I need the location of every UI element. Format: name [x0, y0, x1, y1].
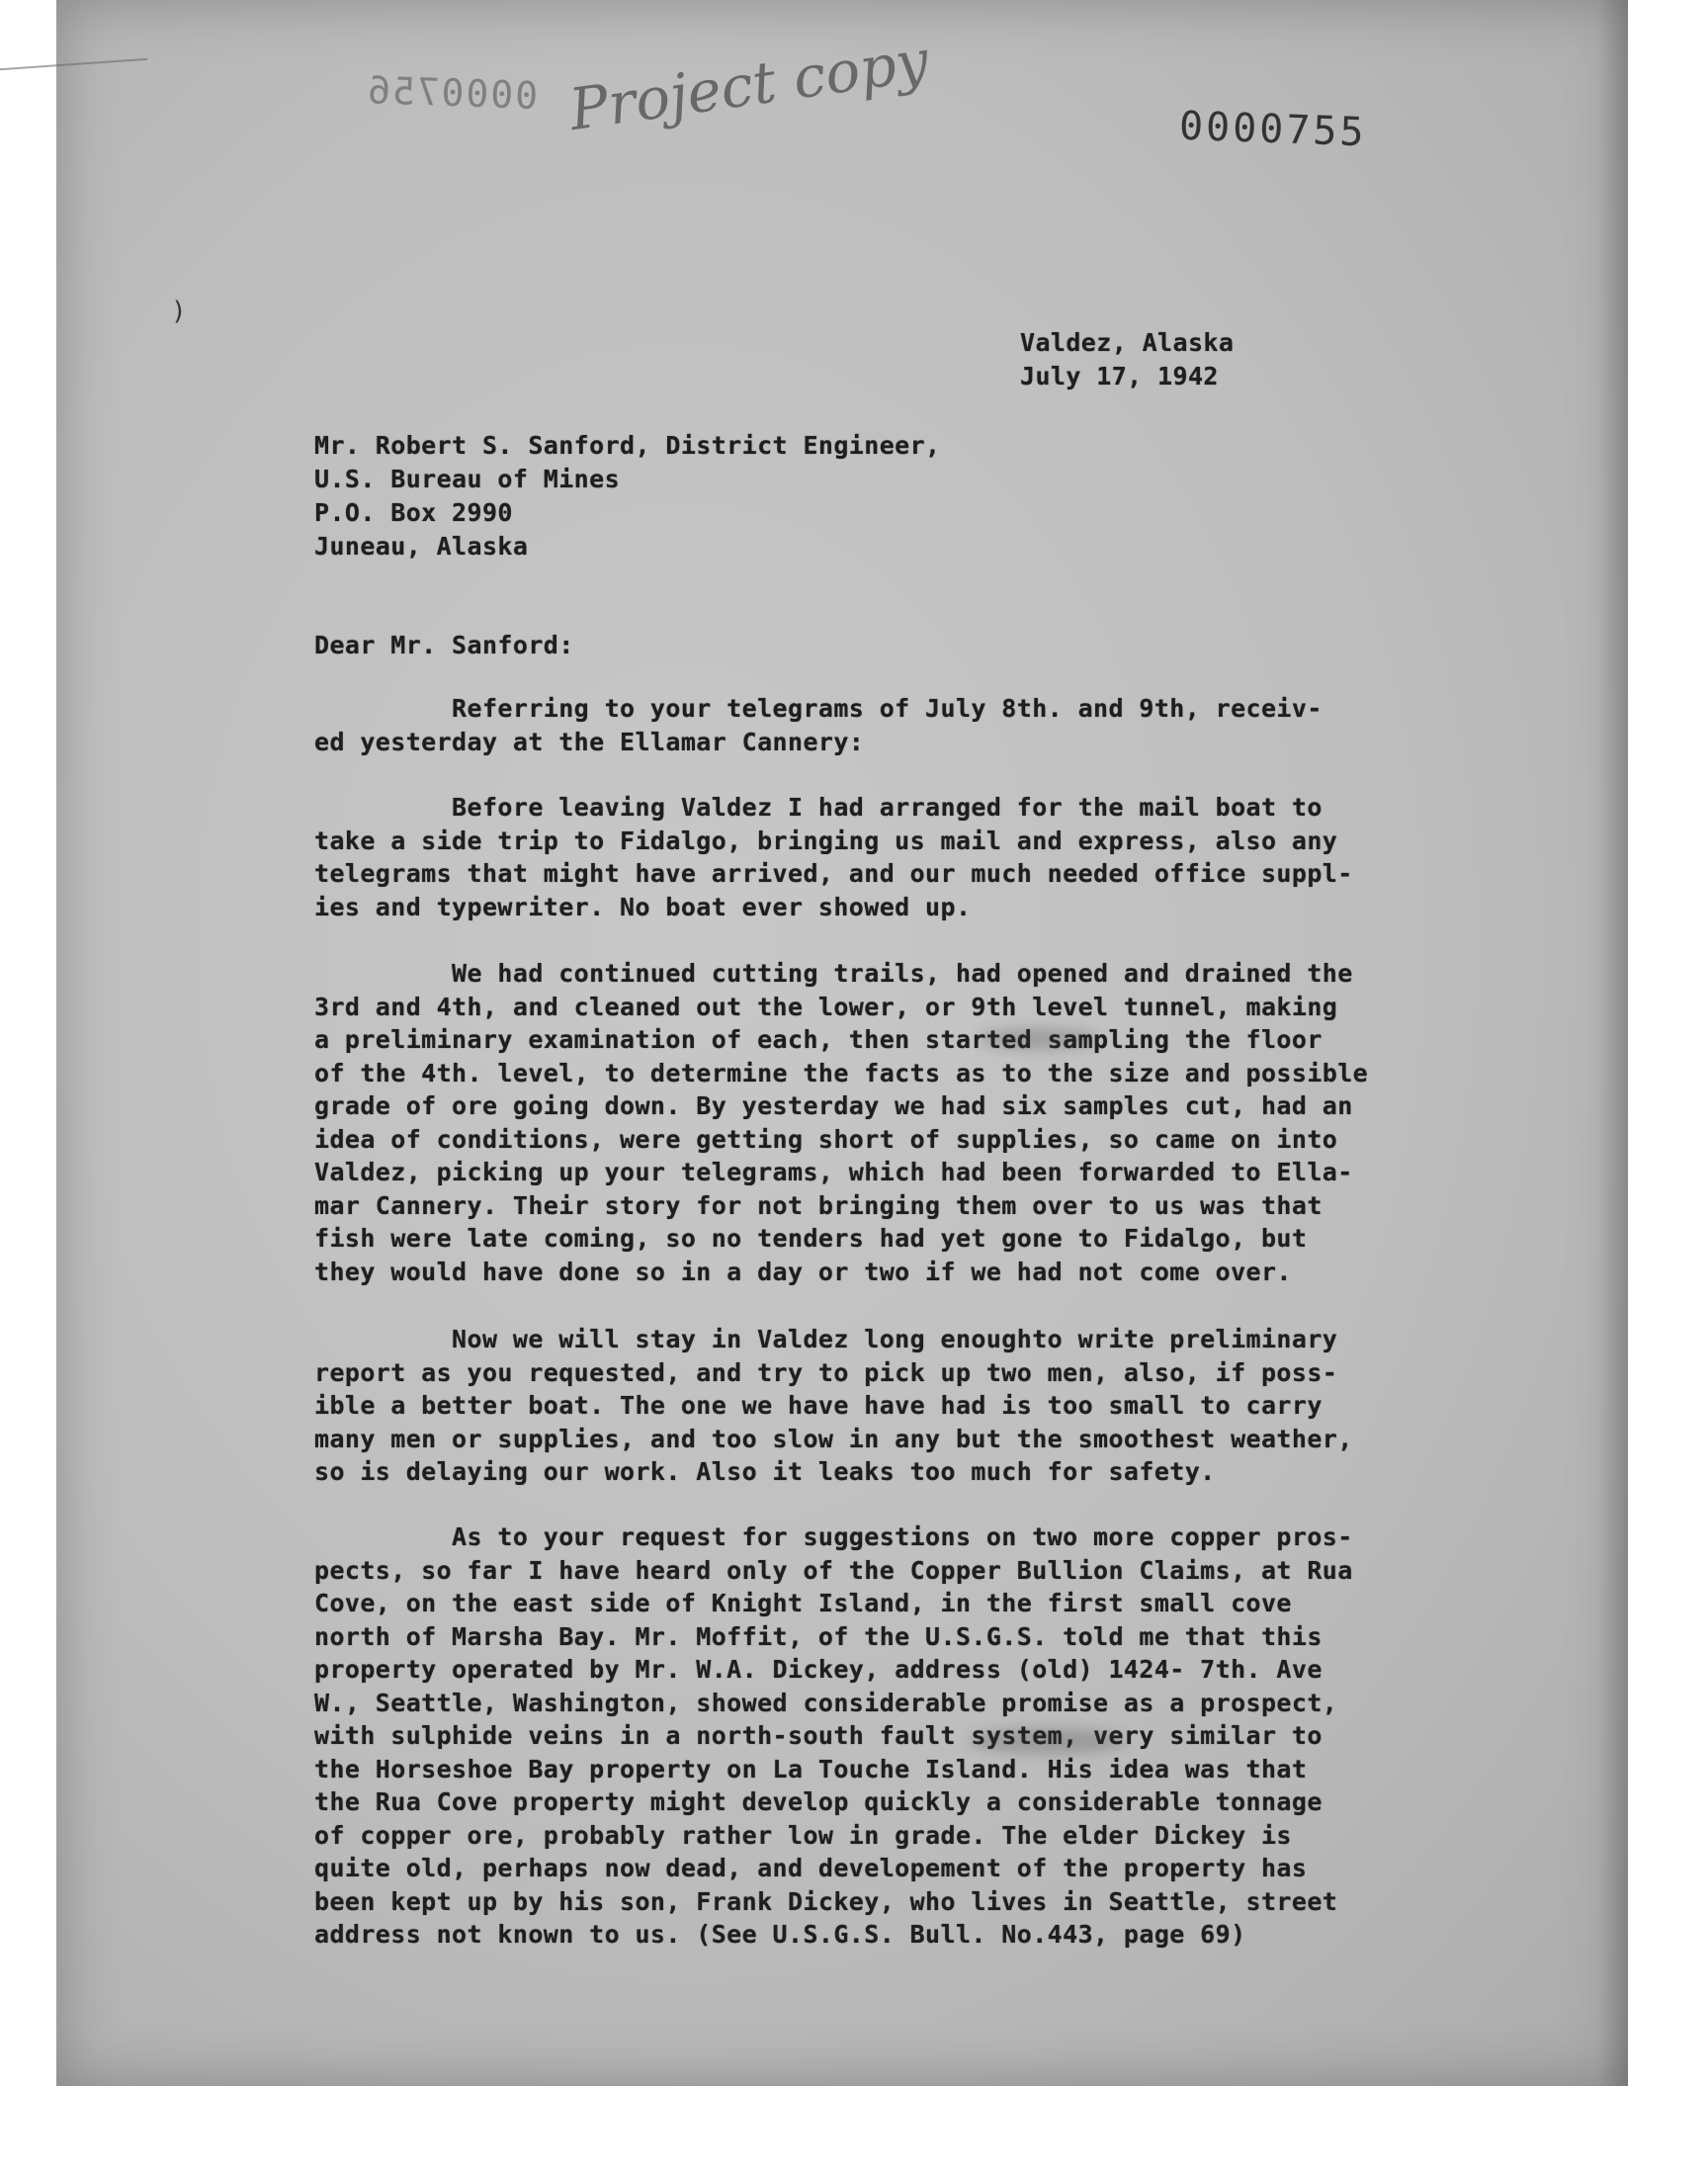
recipient-line: Mr. Robert S. Sanford, District Engineer, [314, 431, 941, 460]
paragraph-mail-boat: Before leaving Valdez I had arranged for the mail boat to take a side trip to Fidalgo, bringing us mail and express, also any telegrams that might have arrived, and our much needed office suppl- ies and typewriter. No boat ever showed up. [314, 793, 1353, 921]
recipient-line: P.O. Box 2990 [314, 498, 513, 527]
paragraph-work-progress: We had continued cutting trails, had opened and drained the 3rd and 4th, and cleaned out the lower, or 9th level tunnel, making a preliminary examination of each, then started sampling the floor of the 4th. level, to determine the facts as to the size and possible grade of ore going down. By yesterday we had six samples cut, had an idea of conditions, were getting short of supplies, so came on into Valdez, picking up your telegrams, which had been forwarded to Ella- mar Cannery. Their story for not bringing them over to us was that fish were late coming, so no tenders had yet gone to Fidalgo, but they would have done so in a day or two if we had not come over. [314, 959, 1369, 1286]
margin-mark: ) [171, 297, 187, 326]
recipient-line: Juneau, Alaska [314, 532, 529, 561]
letter-place: Valdez, Alaska [1020, 328, 1235, 357]
letter-date: July 17, 1942 [1020, 362, 1219, 391]
recipient-line: U.S. Bureau of Mines [314, 465, 621, 493]
mirrored-stamp-number: 0000756 [365, 67, 539, 119]
ink-smudge [969, 1728, 1127, 1754]
paragraph-telegrams: Referring to your telegrams of July 8th. and 9th, receiv- ed yesterday at the Ellamar Cannery: [314, 694, 1323, 756]
document-number-stamp: 0000755 [1178, 103, 1368, 156]
paragraph-plans: Now we will stay in Valdez long enoughto write preliminary report as you requested, and try to pick up two men, also, if poss- ible a better boat. The one we have have had is too small to carry many men or supplies, and too slow in any but the smoothest weather, so is delaying our work. Also it leaks too much for safety. [314, 1325, 1353, 1486]
paragraph-copper-prospects: As to your request for suggestions on two more copper pros- pects, so far I have heard only of the Copper Bullion Claims, at Rua Cove, on the east side of Knight Island, in the first small cove north of Marsha Bay. Mr. Moffit, of the U.S.G.S. told me that this property operated by Mr. W.A. Dickey, address (old) 1424- 7th. Ave W., Seattle, Washington, showed considerable promise as a prospect, with sulphide veins in a north-south fault system, very similar to the Horseshoe Bay property on La Touche Island. His idea was that the Rua Cove property might develop quickly a considerable tonnage of copper ore, probably rather low in grade. The elder Dickey is quite old, perhaps now dead, and developement of the property has been kept up by his son, Frank Dickey, who lives in Seattle, street address not known to us. (See U.S.G.S. Bull. No.443, page 69) [314, 1522, 1353, 1949]
salutation: Dear Mr. Sanford: [314, 631, 574, 659]
handwritten-note: Project copy [565, 26, 933, 144]
ink-smudge [979, 1028, 1097, 1050]
